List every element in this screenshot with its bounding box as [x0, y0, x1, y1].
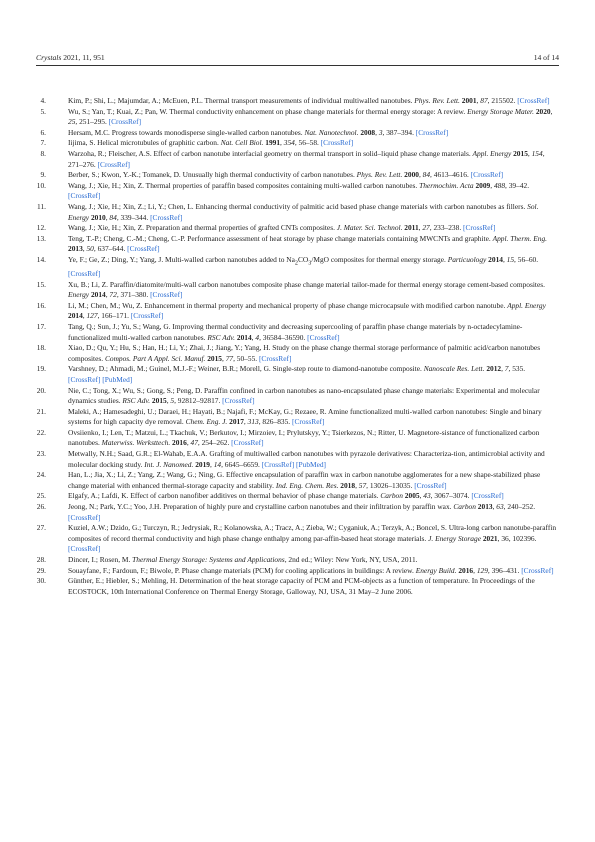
reference-text: ,: [280, 138, 284, 148]
reference-journal: 313: [247, 417, 259, 427]
reference-journal: Int. J. Nanomed.: [144, 459, 194, 469]
reference-year: 2016: [172, 438, 187, 448]
reference-text: Wu, S.; Yan, T.; Kuai, Z.; Pan, W. Thermal conductivity enhancement on phase change materials for thermal energy storage: A review.: [68, 106, 468, 116]
reference-journal: 47: [190, 438, 198, 448]
reference-text: , 233–238.: [429, 223, 464, 233]
reference-journal: 488: [493, 180, 506, 190]
reference-text: , 271–276.: [68, 148, 545, 169]
crossref-link[interactable]: [CrossRef]: [68, 544, 101, 554]
reference-entry: [36, 576, 559, 597]
reference-text: Elgafy, A.; Lafdi, K. Effect of carbon nanofiber additives on thermal behavior of phase change materials.: [68, 491, 381, 501]
reference-list: [36, 96, 559, 597]
journal-name: Crystals: [36, 53, 62, 62]
subscript: 3: [308, 260, 312, 267]
reference-year: 2015: [151, 396, 167, 406]
reference-text: ,: [490, 180, 494, 190]
reference-text: Jeong, N.; Park, Y.C.; Yoo, J.H. Preparation of highly pure and crystalline carbon nanotubes and their infiltration by paraffin wax.: [68, 502, 454, 512]
reference-year: 2005: [404, 491, 420, 501]
reference-text: , 251–295.: [75, 117, 109, 127]
reference-entry: [36, 364, 559, 385]
reference-text: Xu, B.; Li, Z. Paraffin/diatomite/multi-wall carbon nanotubes composite phase change material tailor-made for thermal energy storage cement-based composites.: [68, 279, 545, 289]
reference-text: , 535.: [508, 364, 526, 374]
reference-journal: 4: [255, 332, 260, 342]
reference-text: , 254–262.: [197, 438, 232, 448]
reference-text: ,: [375, 127, 379, 137]
journal-citation: [36, 53, 105, 62]
reference-number: 15.: [36, 279, 46, 289]
reference-year: 1991: [265, 138, 281, 148]
reference-journal: J. Energy Storage: [428, 533, 481, 543]
reference-entry: [36, 322, 559, 343]
reference-journal: Thermal Energy Storage: Systems and Applications: [132, 555, 285, 564]
crossref-link[interactable]: [CrossRef]: [231, 438, 264, 448]
reference-number: 28.: [36, 555, 46, 564]
reference-entry: [36, 449, 559, 470]
crossref-link[interactable]: [CrossRef]: [471, 491, 504, 501]
reference-journal: 27: [422, 223, 430, 233]
reference-text: Metwally, N.H.; Saad, G.R.; El-Wahab, E.A.A. Grafting of multiwalled carbon nanotubes with pyrazole derivatives: Characteriza-tion, antimicrobial activity and molecular docking study.: [68, 449, 545, 469]
reference-text: , 826–835.: [258, 417, 292, 427]
reference-text: Wang, J.; Xie, H.; Xin, Z.; Li, Y.; Chen, L. Enhancing thermal conductivity of palmitic acid based phase change materials with carbon nanotubes as fillers.: [68, 201, 528, 211]
reference-number: 25.: [36, 491, 46, 501]
reference-text: , 240–252.: [503, 502, 536, 512]
reference-text: , 215502.: [487, 96, 518, 105]
reference-number: 11.: [37, 201, 46, 211]
reference-text: ,: [502, 254, 507, 264]
reference-journal: Ind. Eng. Chem. Res.: [275, 480, 339, 490]
reference-journal: Energy: [68, 290, 90, 300]
reference-text: Li, M.; Chen, M.; Wu, Z. Enhancement in thermal property and mechanical property of phase change microcapsule with modified carbon nanotube.: [68, 300, 508, 310]
reference-text: Günther, E.; Hiebler, S.; Mehling, H. Determination of the heat storage capacity of PCM and PCM-objects as a function of temperature. In Proceedings of the ECOSTOCK, 10th International Conference on Thermal Energy Storage, Galloway, NJ, USA, 31 May–2 June 2006.: [68, 576, 535, 596]
reference-text: , 2nd ed.; Wiley: New York, NY, USA, 2011.: [284, 555, 418, 564]
reference-entry: [36, 566, 559, 577]
reference-entry: [36, 386, 559, 407]
reference-entry: [36, 128, 559, 139]
reference-text: , 39–42.: [505, 180, 530, 190]
reference-number: 7.: [40, 138, 46, 148]
reference-text: ,: [527, 148, 532, 158]
reference-journal: Nat. Nanotechnol.: [304, 127, 359, 137]
reference-journal: 5: [170, 396, 175, 406]
crossref-link[interactable]: [CrossRef]: [127, 244, 160, 254]
reference-text: ,: [355, 480, 359, 490]
reference-journal: 50: [86, 244, 94, 254]
reference-number: 14.: [36, 254, 46, 264]
reference-number: 4.: [40, 96, 46, 105]
reference-number: 20.: [36, 385, 46, 395]
reference-text: /MgO composites for thermal energy storage.: [311, 254, 448, 264]
reference-text: Kim, P.; Shi, L.; Majumdar, A.; McEuen, P.L. Thermal transport measurements of individual multiwalled nanotubes.: [68, 96, 415, 105]
reference-entry: [36, 149, 559, 170]
reference-text: , 92812–92817.: [174, 396, 223, 406]
reference-text: Maleki, A.; Hamesadeghi, U.; Daraei, H.; Hayati, B.; Najafi, F.; McKay, G.; Rezaee, R. Amine functionalized multi-walled carbon nanotubes: Single and binary systems for high capacity dye removal.: [68, 406, 542, 427]
reference-journal: Appl. Therm. Eng.: [492, 233, 547, 243]
reference-year: 2020: [535, 106, 551, 116]
reference-entry: [36, 301, 559, 322]
reference-number: 26.: [36, 502, 46, 512]
reference-number: 24.: [36, 470, 46, 480]
reference-text: Ovsiienko, I.; Len, T.; Matzui, L.; Tkachuk, V.; Berkutov, I.; Mirzoiev, I.; Prylutskyy, Y.; Tsierkezos, N.; Ritter, U. Magnetore-sistance of functionalized carbon nanotubes.: [68, 427, 540, 448]
reference-number: 12.: [36, 223, 46, 233]
reference-year: 2016: [458, 565, 474, 575]
page-number: 14 of 14: [533, 53, 559, 62]
reference-number: 8.: [40, 148, 46, 158]
reference-number: 18.: [36, 343, 46, 353]
reference-entry: [36, 523, 559, 555]
reference-text: CO: [298, 254, 309, 264]
reference-text: , 6645–6659.: [221, 459, 262, 469]
reference-year: 2014: [236, 332, 252, 342]
reference-journal: 77: [225, 353, 234, 363]
reference-number: 29.: [36, 565, 46, 575]
crossref-link[interactable]: [CrossRef]: [68, 374, 101, 384]
reference-entry: [36, 343, 559, 364]
crossref-link[interactable]: [CrossRef]: [470, 170, 504, 180]
reference-year: 2001: [461, 96, 477, 105]
reference-number: 19.: [36, 364, 46, 374]
reference-text: , 396–431.: [487, 565, 522, 575]
reference-text: ,: [492, 502, 497, 512]
reference-text: ,: [222, 353, 226, 363]
reference-year: 2012: [486, 364, 502, 374]
crossref-link[interactable]: [CrossRef]: [463, 223, 496, 233]
reference-year: 2019: [195, 459, 210, 469]
reference-text: , 387–394.: [382, 127, 416, 137]
reference-number: 10.: [36, 180, 46, 190]
crossref-link[interactable]: [CrossRef]: [291, 417, 325, 427]
reference-text: , 13026–13035.: [366, 480, 415, 490]
crossref-link[interactable]: [CrossRef]: [261, 459, 295, 469]
reference-text: ,: [82, 311, 87, 321]
reference-entry: [36, 96, 559, 107]
reference-number: 5.: [40, 106, 46, 116]
reference-journal: RSC Adv.: [122, 396, 151, 406]
reference-entry: [36, 502, 559, 523]
reference-year: 2010: [90, 212, 106, 222]
reference-journal: Nanoscale Res. Lett.: [423, 364, 485, 374]
reference-text: ,: [105, 290, 110, 300]
reference-year: 2008: [360, 127, 376, 137]
reference-journal: 57: [358, 480, 367, 490]
reference-text: ,: [166, 396, 171, 406]
reference-journal: 354: [283, 138, 295, 148]
reference-entry: [36, 223, 559, 234]
reference-text: ,: [419, 491, 424, 501]
reference-journal: Carbon: [453, 502, 476, 512]
reference-number: 22.: [36, 427, 46, 437]
reference-entry: [36, 491, 559, 502]
reference-year: 2017: [229, 417, 244, 427]
reference-text: , 637–644.: [93, 244, 128, 254]
reference-year: 2011: [404, 223, 419, 233]
reference-entry: [36, 181, 559, 202]
reference-journal: 14: [213, 459, 222, 469]
reference-text: ,: [105, 212, 110, 222]
reference-text: Ye, F.; Ge, Z.; Ding, Y.; Yang, J. Multi-walled carbon nanotubes added to Na: [68, 254, 295, 264]
reference-journal: Energy Storage Mater.: [467, 106, 534, 116]
reference-text: ,: [210, 459, 214, 469]
reference-journal: 63: [496, 502, 504, 512]
reference-text: Kuziel, A.W.; Dzido, G.; Turczyn, R.; Jedrysiak, R.; Kolanowska, A.; Tracz, A.; Zieba, W.; Cyganiuk, A.; Terzyk, A.; Boncel, S. Ultra-long carbon nanotube-paraffin composites of record thermal conductivity and high phase change enthalpy among par-affin-based heat storage materials.: [68, 523, 557, 543]
reference-number: 27.: [36, 523, 46, 533]
reference-entry: [36, 234, 559, 255]
header-rule: [36, 65, 559, 66]
crossref-link[interactable]: [CrossRef]: [150, 290, 183, 300]
reference-text: Nie, C.; Tong, X.; Wu, S.; Gong, S.; Peng, D. Paraffin confined in carbon nanotubes as nano-encapsulated phase change materials: Experimental and molecular dynamics studies.: [68, 385, 540, 406]
reference-text: Souayfane, F.; Fardoun, F.; Biwole, P. Phase change materials (PCM) for cooling applications in buildings: A review.: [68, 565, 416, 575]
reference-year: 2013: [477, 502, 493, 512]
reference-year: 2009: [475, 180, 491, 190]
reference-text: Wang, J.; Xie, H.; Xin, Z. Thermal properties of paraffin based composites containing multi-walled carbon nanotubes.: [68, 180, 420, 190]
reference-text: ,: [473, 565, 477, 575]
reference-number: 16.: [36, 300, 46, 310]
crossref-link[interactable]: [CrossRef]: [68, 512, 101, 522]
reference-text: , 56–60.: [514, 254, 539, 264]
crossref-link[interactable]: [CrossRef]: [68, 191, 101, 201]
reference-text: Warzoha, R.; Fleischer, A.S. Effect of carbon nanotube interfacial geometry on thermal transport in solid–liquid phase change materials.: [68, 148, 473, 158]
reference-text: , 36, 102396.: [497, 533, 537, 543]
reference-year: 2021: [482, 533, 498, 543]
reference-journal: Phys. Rev. Lett.: [356, 170, 403, 180]
reference-journal: RSC Adv.: [207, 332, 236, 342]
reference-year: 2018: [340, 480, 356, 490]
reference-entry: [36, 555, 559, 566]
reference-journal: Chem. Eng. J.: [185, 417, 228, 427]
pubmed-link[interactable]: [PubMed]: [296, 459, 327, 469]
reference-entry: [36, 470, 559, 491]
reference-text: ,: [501, 364, 505, 374]
reference-journal: Appl. Energy: [472, 148, 512, 158]
crossref-link[interactable]: [CrossRef]: [307, 332, 340, 342]
reference-journal: Thermochim. Acta: [419, 180, 474, 190]
reference-journal: 72: [109, 290, 117, 300]
reference-number: 9.: [40, 170, 46, 180]
reference-year: 2015: [207, 353, 222, 363]
crossref-link[interactable]: [CrossRef]: [521, 565, 554, 575]
reference-year: 2014: [488, 254, 503, 264]
reference-journal: 84: [422, 170, 431, 180]
reference-text: Varshney, D.; Ahmadi, M.; Guinel, M.J.-F.; Weiner, B.R.; Morell, G. Single-step route to diamond-nanotube composite.: [68, 364, 424, 374]
reference-entry: [36, 170, 559, 181]
crossref-link[interactable]: [CrossRef]: [517, 96, 550, 105]
reference-text: ,: [418, 223, 423, 233]
reference-journal: J. Mater. Sci. Technol.: [336, 223, 403, 233]
reference-journal: Particuology: [447, 254, 487, 264]
reference-text: ,: [476, 96, 481, 105]
reference-text: , 3067–3074.: [430, 491, 472, 501]
reference-year: 2014: [68, 311, 83, 321]
reference-entry: [36, 107, 559, 128]
reference-journal: 84: [109, 212, 117, 222]
reference-text: Xiao, D.; Qu, Y.; Hu, S.; Han, H.; Li, Y.; Zhai, J.; Jiang, Y.; Yang, H. Study on the phase change thermal storage performance of palmitic acid/carbon nanotubes composites.: [68, 343, 541, 363]
reference-text: ,: [251, 332, 256, 342]
crossref-link[interactable]: [CrossRef]: [414, 480, 447, 490]
reference-entry: [36, 255, 559, 280]
reference-journal: 154: [531, 148, 543, 158]
citation-info: 2021, 11, 951: [61, 53, 105, 62]
reference-text: , 56–58.: [294, 138, 321, 148]
reference-text: , 339–344.: [116, 212, 151, 222]
crossref-link[interactable]: [CrossRef]: [108, 117, 142, 127]
reference-number: 23.: [36, 449, 46, 459]
reference-text: ,: [550, 106, 553, 116]
reference-journal: 129: [476, 565, 488, 575]
reference-text: Dincer, I.; Rosen, M.: [68, 555, 133, 564]
reference-entry: [36, 280, 559, 301]
reference-journal: 43: [423, 491, 431, 501]
reference-text: Han, L.; Jia, X.; Li, Z.; Yang, Z.; Wang, G.; Ning, G. Effective encapsulation of paraffin wax in carbon nanotube agglomerates for a new shape-stabilized phase change material with enhanced thermal-storage capacity and stability.: [68, 470, 541, 490]
reference-journal: 25: [68, 117, 76, 127]
crossref-link[interactable]: [CrossRef]: [130, 311, 164, 321]
pubmed-link[interactable]: [PubMed]: [102, 374, 133, 384]
reference-text: , 166–171.: [97, 311, 131, 321]
reference-journal: Sol. Energy: [68, 201, 539, 222]
reference-text: ,: [243, 417, 248, 427]
reference-text: Iijima, S. Helical microtubules of graphitic carbon.: [68, 138, 221, 148]
reference-number: 30.: [36, 576, 46, 586]
reference-number: 13.: [36, 233, 46, 243]
reference-text: Tang, Q.; Sun, J.; Yu, S.; Wang, G. Improving thermal conductivity and decreasing supercooling of paraffin phase change materials by n-octadecylamine-functionalized multi-walled carbon nanotubes.: [68, 321, 523, 342]
reference-text: ,: [186, 438, 191, 448]
reference-journal: Materwiss. Werksttech.: [101, 438, 171, 448]
crossref-link[interactable]: [CrossRef]: [68, 268, 101, 278]
reference-entry: [36, 407, 559, 428]
reference-entry: [36, 138, 559, 149]
reference-text: , 36584–36590.: [259, 332, 308, 342]
reference-text: , 371–380.: [116, 290, 151, 300]
reference-text: Wang, J.; Xie, H.; Xin, Z. Preparation and thermal properties of grafted CNTs composites.: [68, 223, 337, 233]
reference-text: Berber, S.; Kwon, Y.-K.; Tomanek, D. Unusually high thermal conductivity of carbon nanotubes.: [68, 170, 357, 180]
reference-journal: Appl. Energy: [507, 300, 546, 310]
reference-journal: 7: [504, 364, 509, 374]
reference-number: 6.: [40, 127, 46, 137]
crossref-link[interactable]: [CrossRef]: [258, 353, 292, 363]
reference-entry: [36, 202, 559, 223]
crossref-link[interactable]: [CrossRef]: [222, 396, 255, 406]
crossref-link[interactable]: [CrossRef]: [97, 159, 130, 169]
reference-journal: 15: [506, 254, 515, 264]
subscript: 2: [294, 260, 298, 267]
reference-journal: Compos. Part A Appl. Sci. Manuf.: [104, 353, 206, 363]
reference-number: 21.: [36, 406, 46, 416]
reference-journal: 127: [86, 311, 98, 321]
reference-year: 2014: [90, 290, 106, 300]
reference-journal: Energy Build.: [415, 565, 457, 575]
reference-text: ,: [418, 170, 423, 180]
reference-journal: 87: [480, 96, 488, 105]
crossref-link[interactable]: [CrossRef]: [150, 212, 183, 222]
reference-text: Teng, T.-P.; Cheng, C.-M.; Cheng, C.-P. Performance assessment of heat storage by phase change materials containing MWCNTs and graphite.: [68, 233, 493, 243]
reference-number: 17.: [36, 321, 46, 331]
reference-journal: Carbon: [380, 491, 403, 501]
reference-journal: 3: [378, 127, 383, 137]
reference-text: Hersam, M.C. Progress towards monodisperse single-walled carbon nanotubes.: [68, 127, 305, 137]
reference-text: , 4613–4616.: [430, 170, 471, 180]
crossref-link[interactable]: [CrossRef]: [415, 127, 449, 137]
reference-year: 2015: [513, 148, 528, 158]
reference-year: 2013: [68, 244, 83, 254]
reference-text: , 50–55.: [233, 353, 259, 363]
reference-journal: Phys. Rev. Lett.: [414, 96, 460, 105]
reference-text: ,: [82, 244, 87, 254]
reference-journal: Nat. Cell Biol.: [220, 138, 264, 148]
reference-entry: [36, 428, 559, 449]
reference-year: 2000: [404, 170, 419, 180]
crossref-link[interactable]: [CrossRef]: [320, 138, 354, 148]
